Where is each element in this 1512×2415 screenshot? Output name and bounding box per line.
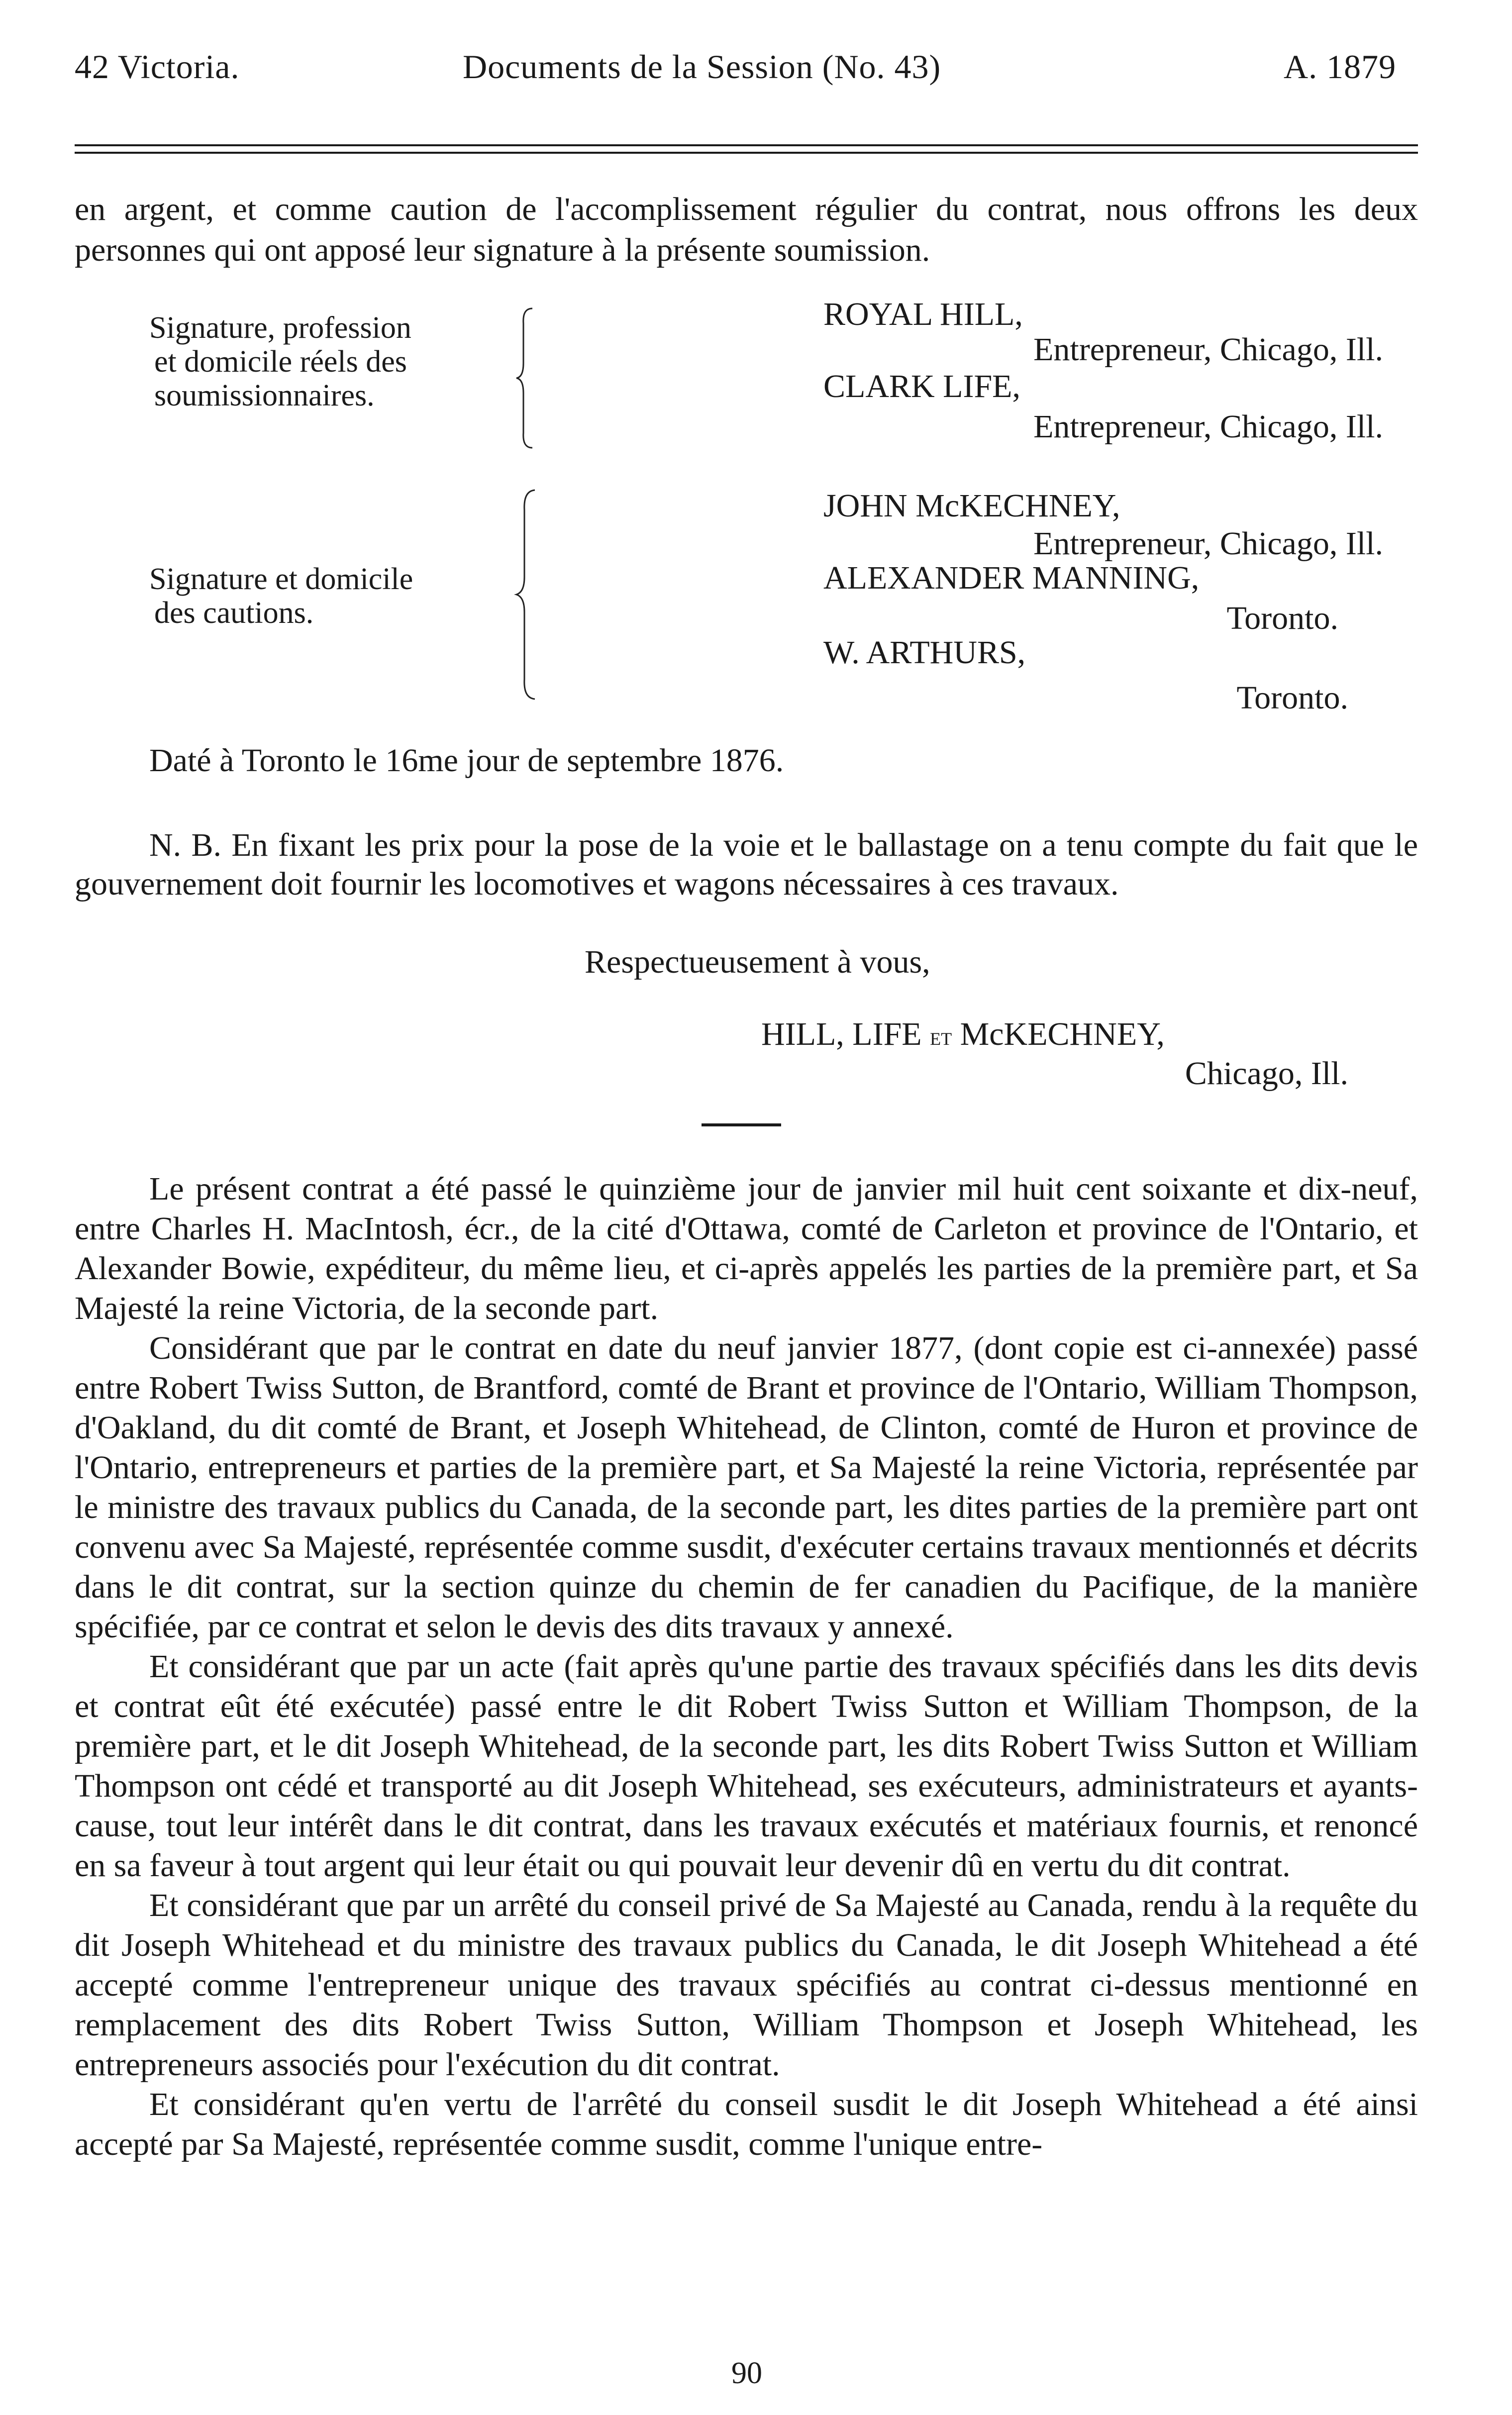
tenderers-brace [512, 303, 542, 453]
page-number: 90 [731, 2356, 762, 2390]
contract-body [75, 1169, 1418, 2164]
body-paragraph: Considérant que par le contrat en date du neuf janvier 1877, (dont copie est ci-annexée) passé entre Robert Twiss Sutton, de Brantford, comté de Brant et province de l'Ontario, William Thompson, d'Oakland, du dit comté de Brant, et Joseph Whitehead, de Clinton, comté de Huron et province de l'Ontario, entrepreneurs et parties de la première part, et Sa Majesté la reine Victoria, représentée par le ministre des travaux publics du Canada, de la seconde part, les dites parties de la première part ont convenu avec Sa Majesté, représentée comme susdit, d'exécuter certains travaux mentionnés et décrits dans le dit contrat, sur la section quinze du chemin de fer canadien du Pacifique, de la manière spécifiée, par ce contrat et selon le devis des dits travaux y annexé. [75, 1330, 1418, 1645]
sureties-brace [512, 485, 547, 704]
date-line: Daté à Toronto le 16me jour de septembre 1876. [149, 742, 784, 779]
section-separator [702, 1123, 781, 1126]
surety-name-arthurs: W. ARTHURS, [823, 634, 1026, 671]
sureties-label-line: Signature et domicile [149, 562, 413, 596]
body-paragraph: Le présent contrat a été passé le quinzième jour de janvier mil huit cent soixante et dix-neuf, entre Charles H. MacIntosh, écr., de la cité d'Ottawa, comté de Carleton et province de l'Ontario, et Alexander Bowie, expéditeur, du même lieu, et ci-après appelés les parties de la première part, et Sa Majesté la reine Victoria, de la seconde part. [75, 1171, 1418, 1326]
header-rule-bottom [75, 152, 1418, 154]
firm-name-part: McKECHNEY, [952, 1016, 1165, 1052]
surety-name-mckechney: JOHN McKECHNEY, [823, 488, 1120, 524]
surety-detail-arthurs: Toronto. [1236, 680, 1348, 716]
firm-name-part: HILL, LIFE [761, 1016, 930, 1052]
intro-paragraph: en argent, et comme caution de l'accomplissement régulier du contrat, nous offrons les deux personnes qui ont apposé leur signature à la présente soumission. [75, 191, 1418, 268]
sureties-label [149, 562, 413, 630]
surety-detail-manning: Toronto. [1226, 600, 1338, 636]
firm-city: Chicago, Ill. [1185, 1055, 1348, 1092]
header-year: A. 1879 [1284, 48, 1397, 86]
tenderers-label-line: Signature, profession [149, 311, 411, 345]
body-paragraph: Et considérant que par un arrêté du conseil privé de Sa Majesté au Canada, rendu à la requête du dit Joseph Whitehead et du ministre des travaux publics du Canada, le dit Joseph Whitehead a été accepté comme l'entrepreneur unique des travaux spécifiés au contrat ci-dessus mentionné en remplacement des dits Robert Twiss Sutton, William Thompson et Joseph Whitehead, les entrepreneurs associés pour l'exécution du dit contrat. [75, 1887, 1418, 2083]
header-title: Documents de la Session (No. 43) [463, 48, 941, 86]
body-paragraph: Et considérant que par un acte (fait après qu'une partie des travaux spécifiés dans les dits devis et contrat eût été exécutée) passé entre le dit Robert Twiss Sutton et William Thompson, de la première part, et le dit Joseph Whitehead, de la seconde part, les dits Robert Twiss Sutton et William Thompson ont cédé et transporté au dit Joseph Whitehead, ses exécuteurs, administrateurs et ayants-cause, tout leur intérêt dans le dit contrat, dans les travaux exécutés et matériaux fournis, et renoncé en sa faveur à tout argent qui leur était ou qui pouvait leur devenir dû en vertu du dit contrat. [75, 1648, 1418, 1884]
closing-salutation: Respectueusement à vous, [585, 944, 930, 980]
tenderers-label-line: et domicile réels des [154, 345, 407, 379]
header-rule-top [75, 144, 1418, 146]
surety-detail-mckechney: Entrepreneur, Chicago, Ill. [1033, 525, 1383, 562]
body-paragraph: Et considérant qu'en vertu de l'arrêté du conseil susdit le dit Joseph Whitehead a été ainsi accepté par Sa Majesté, représentée comme susdit, comme l'unique entre- [75, 2086, 1418, 2162]
sureties-label-line: des cautions. [154, 596, 314, 630]
firm-name-connector: et [930, 1022, 952, 1051]
tenderer-detail-hill: Entrepreneur, Chicago, Ill. [1033, 331, 1383, 368]
tenderer-name-life: CLARK LIFE, [823, 368, 1020, 404]
tenderer-name-hill: ROYAL HILL, [823, 296, 1023, 332]
firm-signature [761, 1015, 1165, 1056]
surety-name-manning: ALEXANDER MANNING, [823, 560, 1200, 596]
tenderer-detail-life: Entrepreneur, Chicago, Ill. [1033, 408, 1383, 445]
tenderers-label-line: soumissionnaires. [154, 379, 375, 412]
header-regnal-year: 42 Victoria. [75, 48, 240, 86]
nb-paragraph: N. B. En fixant les prix pour la pose de la voie et le ballastage on a tenu compte du fait que le gouvernement doit fournir les locomotives et wagons nécessaires à ces travaux. [75, 827, 1418, 902]
tenderers-label [149, 311, 411, 412]
